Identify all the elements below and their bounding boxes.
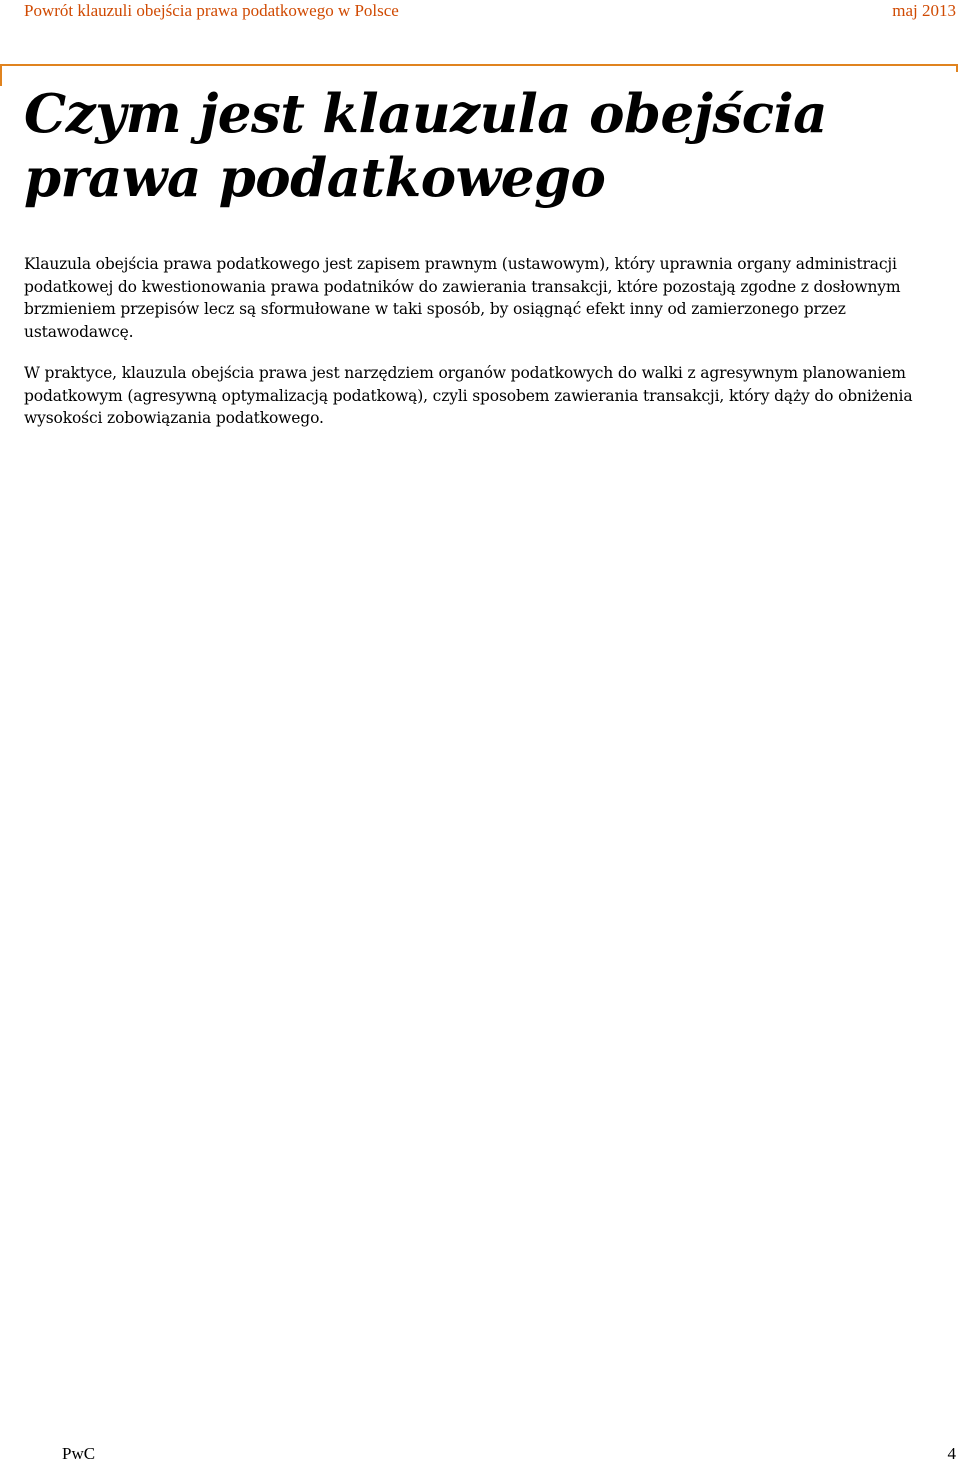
running-title: Powrót klauzuli obejścia prawa podatkowego w Polsce — [24, 1, 399, 20]
footer-brand: PwC — [62, 1444, 96, 1463]
header-divider-right-tick — [956, 64, 958, 72]
paragraph: Klauzula obejścia prawa podatkowego jest zapisem prawnym (ustawowym), który uprawnia organy administracji podatkowej do kwestionowania prawa podatników do zawierania transakcji, które pozostają zgodne z dosłownym brzmieniem przepisów lecz są sformułowane w taki sposób, by osiągnąć efekt inny od zamierzonego przez ustawodawcę. — [24, 255, 901, 342]
body-text — [24, 253, 950, 448]
paragraph: W praktyce, klauzula obejścia prawa jest narzędziem organów podatkowych do walki z agresywnym planowaniem podatkowym (agresywną optymalizacją podatkową), czyli sposobem zawierania transakcji, który dąży do obniżenia wysokości zobowiązania podatkowego. — [24, 363, 913, 428]
section-heading-line-2: prawa podatkowego — [24, 147, 606, 209]
page-header — [0, 0, 960, 30]
header-divider — [0, 64, 958, 66]
section-heading — [24, 82, 944, 210]
page-number: 4 — [947, 1444, 956, 1463]
header-divider-left-tick — [0, 64, 2, 86]
section-heading-line-1: Czym jest klauzula obejścia — [24, 83, 827, 145]
running-date: maj 2013 — [892, 1, 956, 20]
